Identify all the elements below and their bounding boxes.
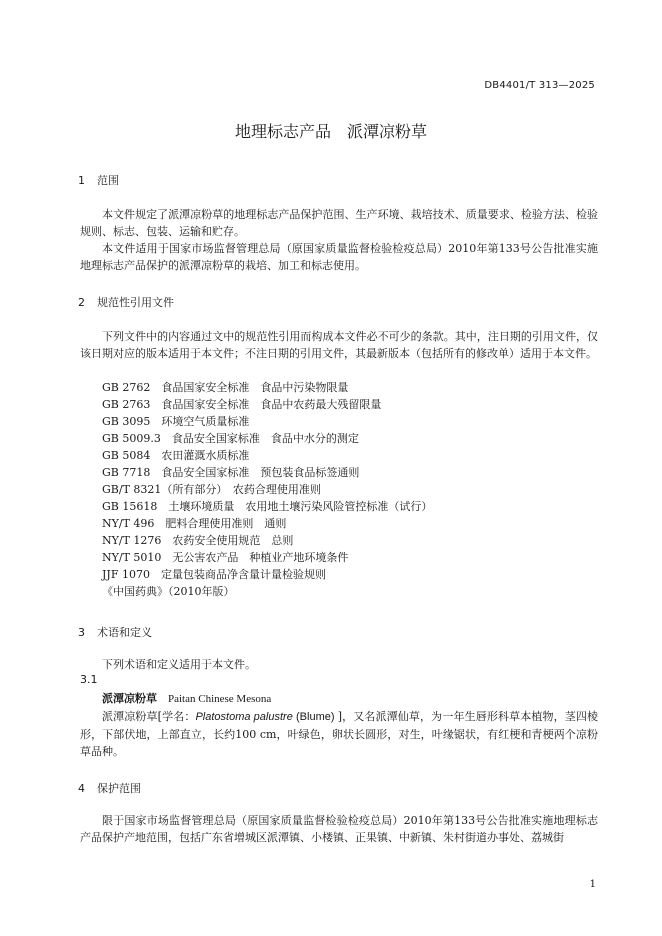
terms-intro: 下列术语和定义适用于本文件。 — [102, 658, 256, 671]
reference-item: GB 5009.3 食品安全国家标准 食品中水分的测定 — [102, 432, 359, 445]
reference-item: GB 15618 土壤环境质量 农用地土壤污染风险管控标准（试行） — [102, 500, 433, 513]
reference-item: GB 2763 食品国家安全标准 食品中农药最大残留限量 — [102, 398, 382, 411]
reference-item: NY/T 496 肥料合理使用准则 通则 — [102, 517, 287, 530]
reference-item: GB 3095 环境空气质量标准 — [102, 415, 250, 428]
references-intro: 下列文件中的内容通过文中的规范性引用而构成本文件必不可少的条款。其中，注日期的引用文件，仅该日期对应的版本适用于本文件；不注日期的引用文件，其最新版本（包括所有的修改单）适用于本文件。 — [80, 330, 598, 360]
reference-item: NY/T 5010 无公害农产品 种植业产地环境条件 — [102, 551, 349, 564]
section-number: 4 — [78, 782, 85, 795]
section-3-heading — [78, 624, 152, 640]
section-title: 范围 — [97, 174, 119, 187]
term-chinese: 派潭凉粉草 — [102, 692, 157, 705]
scientific-author: (Blume) — [292, 711, 338, 723]
reference-item: GB/T 8321（所有部分） 农药合理使用准则 — [102, 483, 321, 496]
term-definition — [80, 708, 598, 760]
reference-item: GB 2762 食品国家安全标准 食品中污染物限量 — [102, 381, 349, 394]
term-heading — [102, 690, 271, 706]
scope-paragraph-2: 本文件适用于国家市场监督管理总局（原国家质量监督检验检疫总局）2010年第133号公告批准实施地理标志产品保护的派潭凉粉草的栽培、加工和标志使用。 — [80, 242, 598, 272]
reference-item: GB 7718 食品安全国家标准 预包装食品标签通则 — [102, 466, 360, 479]
scientific-name: Platostoma palustre — [195, 711, 293, 723]
section-number: 2 — [78, 296, 85, 309]
reference-item: NY/T 1276 农药安全使用规范 总则 — [102, 534, 294, 547]
section-4-heading — [78, 780, 141, 796]
section-title: 术语和定义 — [97, 626, 152, 639]
protection-scope-paragraph: 限于国家市场监督管理总局（原国家质量监督检验检疫总局）2010年第133号公告批准实施地理标志产品保护产地范围，包括广东省增城区派潭镇、小楼镇、正果镇、中新镇、朱村街道办事处、荔城街 — [80, 814, 598, 844]
reference-item: 《中国药典》（2010年版） — [102, 585, 235, 598]
term-english: Paitan Chinese Mesona — [168, 693, 272, 705]
reference-item: GB 5084 农田灌溉水质标准 — [102, 449, 250, 462]
section-1-heading — [78, 172, 119, 188]
definition-text: 派潭凉粉草[学名： — [102, 710, 196, 723]
section-title: 规范性引用文件 — [97, 296, 174, 309]
section-title: 保护范围 — [97, 782, 141, 795]
section-2-heading — [78, 294, 174, 310]
document-title: 地理标志产品 派潭凉粉草 — [234, 122, 427, 141]
section-number: 1 — [78, 174, 85, 187]
term-number: 3.1 — [80, 673, 98, 686]
scope-paragraph-1: 本文件规定了派潭凉粉草的地理标志产品保护范围、生产环境、栽培技术、质量要求、检验方法、检验规则、标志、包装、运输和贮存。 — [80, 208, 598, 238]
page-number: 1 — [589, 879, 596, 890]
document-code: DB4401/T 313—2025 — [484, 80, 595, 91]
section-number: 3 — [78, 626, 85, 639]
reference-item: JJF 1070 定量包装商品净含量计量检验规则 — [102, 568, 326, 581]
definition-text: ]，又名派潭仙草，为一年生唇形科草本植物，茎四棱形，下部伏地，上部直立，长约100 cm，叶绿色，卵状长圆形，对生，叶缘锯状，有红梗和青梗两个凉粉草品种。 — [80, 710, 599, 758]
